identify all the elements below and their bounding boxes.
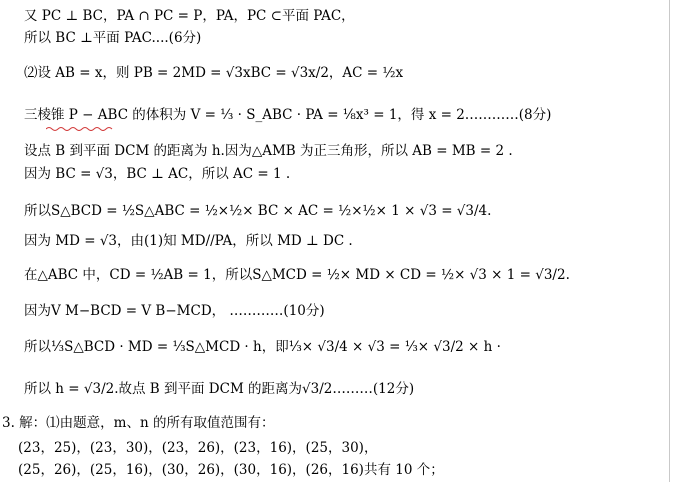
spellcheck-underline: [46, 126, 116, 131]
problem-3-heading: 3. 解：⑴由题意，m、n 的所有取值范围有：: [2, 415, 275, 431]
proof-line-8: 因为 MD = √3，由(1)知 MD//PA，所以 MD ⊥ DC .: [24, 233, 353, 249]
proof-line-7: 所以S△BCD = ½S△ABC = ½×½× BC × AC = ½×½× 1 × √3 = √3/4.: [24, 203, 492, 219]
proof-line-12: 所以 h = √3/2.故点 B 到平面 DCM 的距离为√3/2………(12分): [24, 381, 415, 397]
pairs-line-1: (23，25)，(23，30)，(23，26)，(23，16)，(25，30)，: [18, 440, 378, 456]
proof-line-5: 设点 B 到平面 DCM 的距离为 h.因为△AMB 为正三角形，所以 AB = MB = 2 .: [24, 143, 513, 159]
proof-line-9: 在△ABC 中，CD = ½AB = 1，所以S△MCD = ½× MD × CD = ½× √3 × 1 = √3/2.: [24, 267, 570, 283]
proof-line-6: 因为 BC = √3，BC ⊥ AC，所以 AC = 1 .: [24, 166, 291, 182]
proof-line-2: 所以 BC ⊥平面 PAC....(6分): [24, 30, 202, 46]
page-edge: [669, 0, 670, 482]
proof-line-3: ⑵设 AB = x，则 PB = 2MD = √3xBC = √3x/2，AC = ½x: [24, 65, 404, 81]
volume-equation: 三棱锥 P − ABC 的体积为 V = ⅓ · S_ABC · PA = ⅛x³ = 1，得 x = 2…………(8分): [24, 107, 552, 123]
proof-line-4: [24, 106, 551, 124]
proof-line-10: 因为V M−BCD = V B−MCD， …………(10分): [24, 303, 325, 319]
pairs-line-2: (25，26)，(25，16)，(30，26)，(30，16)，(26，16)共有 10 个；: [18, 462, 444, 478]
proof-line-11: 所以⅓S△BCD · MD = ⅓S△MCD · h，即⅓× √3/4 × √3 = ⅓× √3/2 × h ·: [24, 339, 501, 355]
proof-line-1: 又 PC ⊥ BC，PA ∩ PC = P，PA，PC ⊂平面 PAC，: [24, 8, 355, 24]
